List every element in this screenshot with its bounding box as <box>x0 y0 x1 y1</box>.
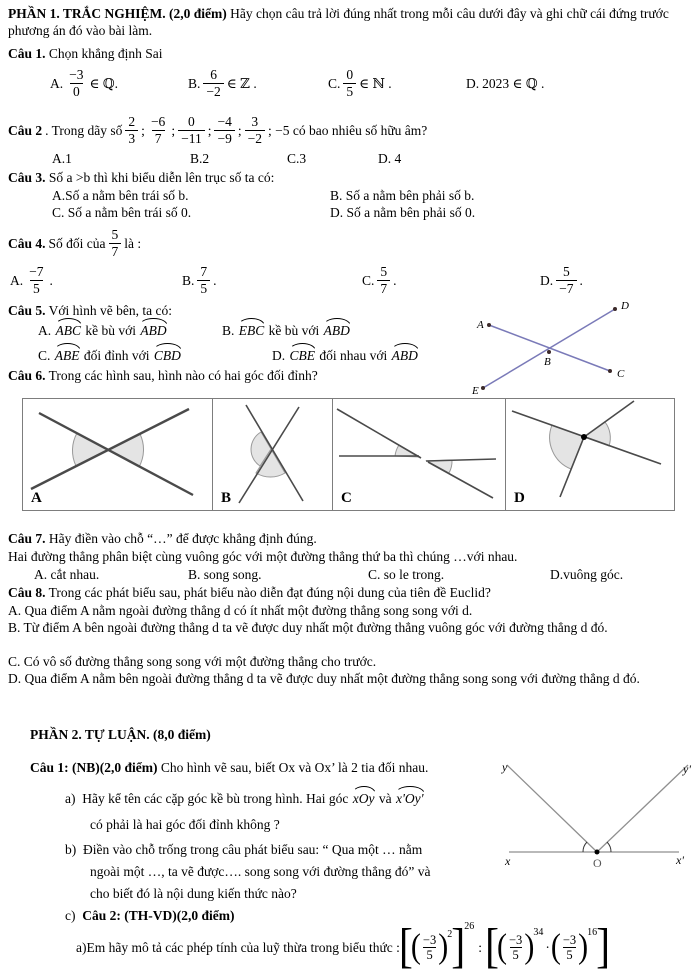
question-1-options <box>0 62 700 104</box>
bracket-close: ] <box>596 920 611 974</box>
angle-name: EBC <box>238 323 265 338</box>
fraction: 0 −11 <box>178 114 205 145</box>
option-2a: A.1 <box>52 151 72 166</box>
option-1a: A. −3 0 ∈ ℚ. <box>50 67 119 99</box>
point-label-E: E <box>472 385 479 397</box>
angle-name: ABD <box>323 323 350 338</box>
power-expression-line: a)Em hãy mô tả các phép tính của luỹ thừa trong biểu thức : [ ( −3 5 ) 2 ] 26 : [ ( −3 5 ) 34 · ( −3 5 ) 16 ] <box>76 918 609 976</box>
ray-label-y-prime: y' <box>683 762 691 776</box>
option-5d: D. CBE đối nhau với ABD <box>272 348 418 363</box>
option-7b: B. song song. <box>188 567 262 582</box>
ray-label-x: x <box>505 854 511 868</box>
angle-name: CBE <box>289 348 315 363</box>
angle-name: ABD <box>391 348 418 363</box>
panel-c-figure <box>333 399 504 510</box>
ray-label-x-prime: x' <box>676 853 684 867</box>
panel-c-label: C <box>341 490 352 506</box>
panel-c <box>333 399 506 510</box>
bracket-close: ] <box>451 920 466 974</box>
panel-b-label: B <box>221 490 232 506</box>
question-6-label: Câu 6. <box>8 368 46 383</box>
point-label-C: C <box>617 368 625 380</box>
panel-d <box>506 399 674 510</box>
essay-q1-item-b-line2: ngoài một …, ta vẽ được…. song song với đường thẳng đó” và <box>90 864 431 879</box>
option-7a: A. cắt nhau. <box>34 567 100 582</box>
option-1d: D. 2023 ∈ ℚ . <box>466 75 545 91</box>
question-7-label: Câu 7. <box>8 531 46 546</box>
question-8-title: Câu 8. Trong các phát biểu sau, phát biểu nào diễn đạt đúng nội dung của tiên đề Euclid? <box>8 585 491 600</box>
panel-a-figure <box>23 399 211 510</box>
option-8c: C. Có vô số đường thẳng song song với một đường thẳng cho trước. <box>8 654 377 669</box>
point-label-D: D <box>621 300 629 312</box>
panel-d-figure <box>506 399 672 510</box>
fraction: 0 5 <box>343 67 356 98</box>
fraction: −4 −9 <box>214 114 234 145</box>
exponent: 16 <box>587 927 598 938</box>
angle-name: x'Oy' <box>396 791 424 806</box>
question-5-title: Câu 5. Với hình vẽ bên, ta có: <box>8 303 173 318</box>
opposite-rays-figure <box>494 757 700 879</box>
essay-question-1-title: Câu 1: (NB)(2,0 điểm) Cho hình vẽ sau, biết Ox và Ox’ là 2 tia đối nhau. <box>30 760 429 775</box>
bracket-open: [ <box>485 920 499 974</box>
option-5b: B. EBC kề bù với ABD <box>222 323 350 338</box>
fraction: −3 5 <box>422 932 437 962</box>
essay-q1-item-b-line3: cho biết đó là nội dung kiến thức nào? <box>90 886 297 901</box>
option-8a: A. Qua điểm A nằm ngoài đường thẳng d có ít nhất một đường thẳng song song với d. <box>8 603 473 618</box>
question-4-title: Câu 4. Số đối của 5 7 là : <box>8 227 142 259</box>
essay-q1-item-a-line1: a) Hãy kể tên các cặp góc kề bù trong hình. Hai góc xOy và x'Oy' <box>65 791 424 806</box>
part1-title: PHẦN 1. TRẮC NGHIỆM. (2,0 điểm) <box>8 6 227 21</box>
fraction: 6 −2 <box>203 67 223 98</box>
panel-b <box>213 399 333 510</box>
option-2d: D. 4 <box>378 151 402 166</box>
item-c-marker: c) <box>65 908 76 923</box>
essay-question-1-label: Câu 1: (NB)(2,0 điểm) <box>30 760 158 775</box>
question-7-title: Câu 7. Hãy điền vào chỗ “…” để được khẳng định đúng. <box>8 531 317 546</box>
question-3-options-row2 <box>0 204 700 224</box>
expression-intro: a)Em hãy mô tả các phép tính của luỹ thừa trong biểu thức : <box>76 939 400 955</box>
item-a-marker: a) <box>65 791 76 806</box>
angle-name: ABD <box>140 323 167 338</box>
option-5a: A. ABC kề bù với ABD <box>38 323 167 338</box>
option-4c: C. 5 7 . <box>362 264 397 296</box>
fraction: 5 7 <box>377 264 390 295</box>
option-1b: B. 6 −2 ∈ ℤ . <box>188 67 257 99</box>
question-7-options <box>0 566 700 586</box>
fraction: −3 0 <box>69 67 84 99</box>
option-8d: D. Qua điểm A nằm bên ngoài đường thẳng d ta vẽ được duy nhất một đường thẳng song song với đường thẳng d đó. <box>8 671 640 686</box>
angle-name: CBD <box>153 348 181 363</box>
option-2b: B.2 <box>190 151 210 166</box>
question-2-tail: ; −5 có bao nhiêu số hữu âm? <box>267 122 428 138</box>
option-1c: C. 0 5 ∈ ℕ . <box>328 67 392 99</box>
question-5-label: Câu 5. <box>8 303 46 318</box>
option-3a: A.Số a nằm bên trái số b. <box>52 188 189 203</box>
crossing-lines-figure <box>468 295 698 397</box>
essay-question-2-label: Câu 2: (TH-VD)(2,0 điểm) <box>82 908 235 923</box>
fraction: 5 −7 <box>556 264 576 295</box>
fraction: −6 7 <box>150 114 166 146</box>
angle-name: xOy <box>352 791 375 806</box>
question-3-label: Câu 3. <box>8 170 46 185</box>
division-colon: : <box>478 939 482 955</box>
exponent: 26 <box>464 921 475 932</box>
exponent: 34 <box>533 927 544 938</box>
bracket-open: [ <box>398 920 413 974</box>
option-5c: C. ABE đối đỉnh với CBD <box>38 348 181 363</box>
fraction: 3 −2 <box>245 114 265 145</box>
fraction: 5 7 <box>109 227 122 258</box>
question-2-label: Câu 2 <box>8 122 43 138</box>
option-3b: B. Số a nằm bên phải số b. <box>330 188 475 203</box>
part1-intro: Hãy chọn câu trả lời đúng nhất trong mỗi câu dưới đây và ghi chữ cái đứng trước phương án đó vào bài làm. <box>8 6 669 38</box>
fraction: 2 3 <box>125 114 138 145</box>
option-7c: C. so le trong. <box>368 567 445 582</box>
point-label-A: A <box>477 319 484 331</box>
essay-q1-item-a-line2: có phải là hai góc đối đỉnh không ? <box>90 817 280 832</box>
fraction: −3 5 <box>562 932 577 962</box>
question-8-label: Câu 8. <box>8 585 46 600</box>
option-4a: A. −7 5 . <box>10 264 53 296</box>
panel-a <box>23 399 213 510</box>
question-1-label: Câu 1. <box>8 46 46 61</box>
ray-label-y: y <box>502 760 508 774</box>
question-6-figure-table <box>22 398 675 511</box>
question-7-statement: Hai đường thẳng phân biệt cùng vuông góc với một đường thẳng thứ ba thì chúng …với nhau. <box>8 549 518 564</box>
option-7d: D.vuông góc. <box>550 567 624 582</box>
fraction: 7 5 <box>197 264 210 295</box>
question-1-title <box>8 45 163 62</box>
item-b-marker: b) <box>65 842 77 857</box>
question-2-title: Câu 2 . Trong dãy số 2 3 ; −6 7 ; 0 −11 ; −4 −9 ; 3 −2 ; −5 có bao nhiêu số hữu âm? <box>8 114 428 146</box>
option-4b: B. 7 5 . <box>182 264 217 296</box>
question-4-label: Câu 4. <box>8 235 46 251</box>
angle-name: ABE <box>54 348 80 363</box>
part1-header <box>8 5 696 39</box>
option-4d: D. 5 −7 . <box>540 264 583 296</box>
fraction: −3 5 <box>509 932 523 962</box>
question-1-text: Chọn khẳng định Sai <box>45 46 163 61</box>
exponent: 2 <box>447 929 453 940</box>
fraction: −7 5 <box>29 264 44 296</box>
panel-d-label: D <box>514 490 525 506</box>
option-3c: C. Số a nằm bên trái số 0. <box>52 205 192 220</box>
panel-a-label: A <box>31 490 42 506</box>
option-8b: B. Từ điểm A bên ngoài đường thẳng d ta vẽ được duy nhất một đường thẳng vuông góc với đường thẳng d đó. <box>8 620 608 635</box>
essay-q1-item-b-line1: b) Điền vào chỗ trống trong câu phát biểu sau: “ Qua một … nằm <box>65 842 423 857</box>
point-label-B: B <box>544 356 551 368</box>
part2-title: PHẦN 2. TỰ LUẬN. (8,0 điểm) <box>30 727 211 742</box>
option-2c: C.3 <box>287 151 307 166</box>
option-3d: D. Số a nằm bên phải số 0. <box>330 205 476 220</box>
angle-name: ABC <box>55 323 81 338</box>
vertex-label-O: O <box>593 856 602 870</box>
question-2-options <box>0 150 700 170</box>
question-3-title: Câu 3. Số a >b thì khi biểu diễn lên trục số ta có: <box>8 170 275 185</box>
multiply-dot: · <box>545 939 550 955</box>
question-6-title: Câu 6. Trong các hình sau, hình nào có hai góc đối đỉnh? <box>8 368 318 383</box>
